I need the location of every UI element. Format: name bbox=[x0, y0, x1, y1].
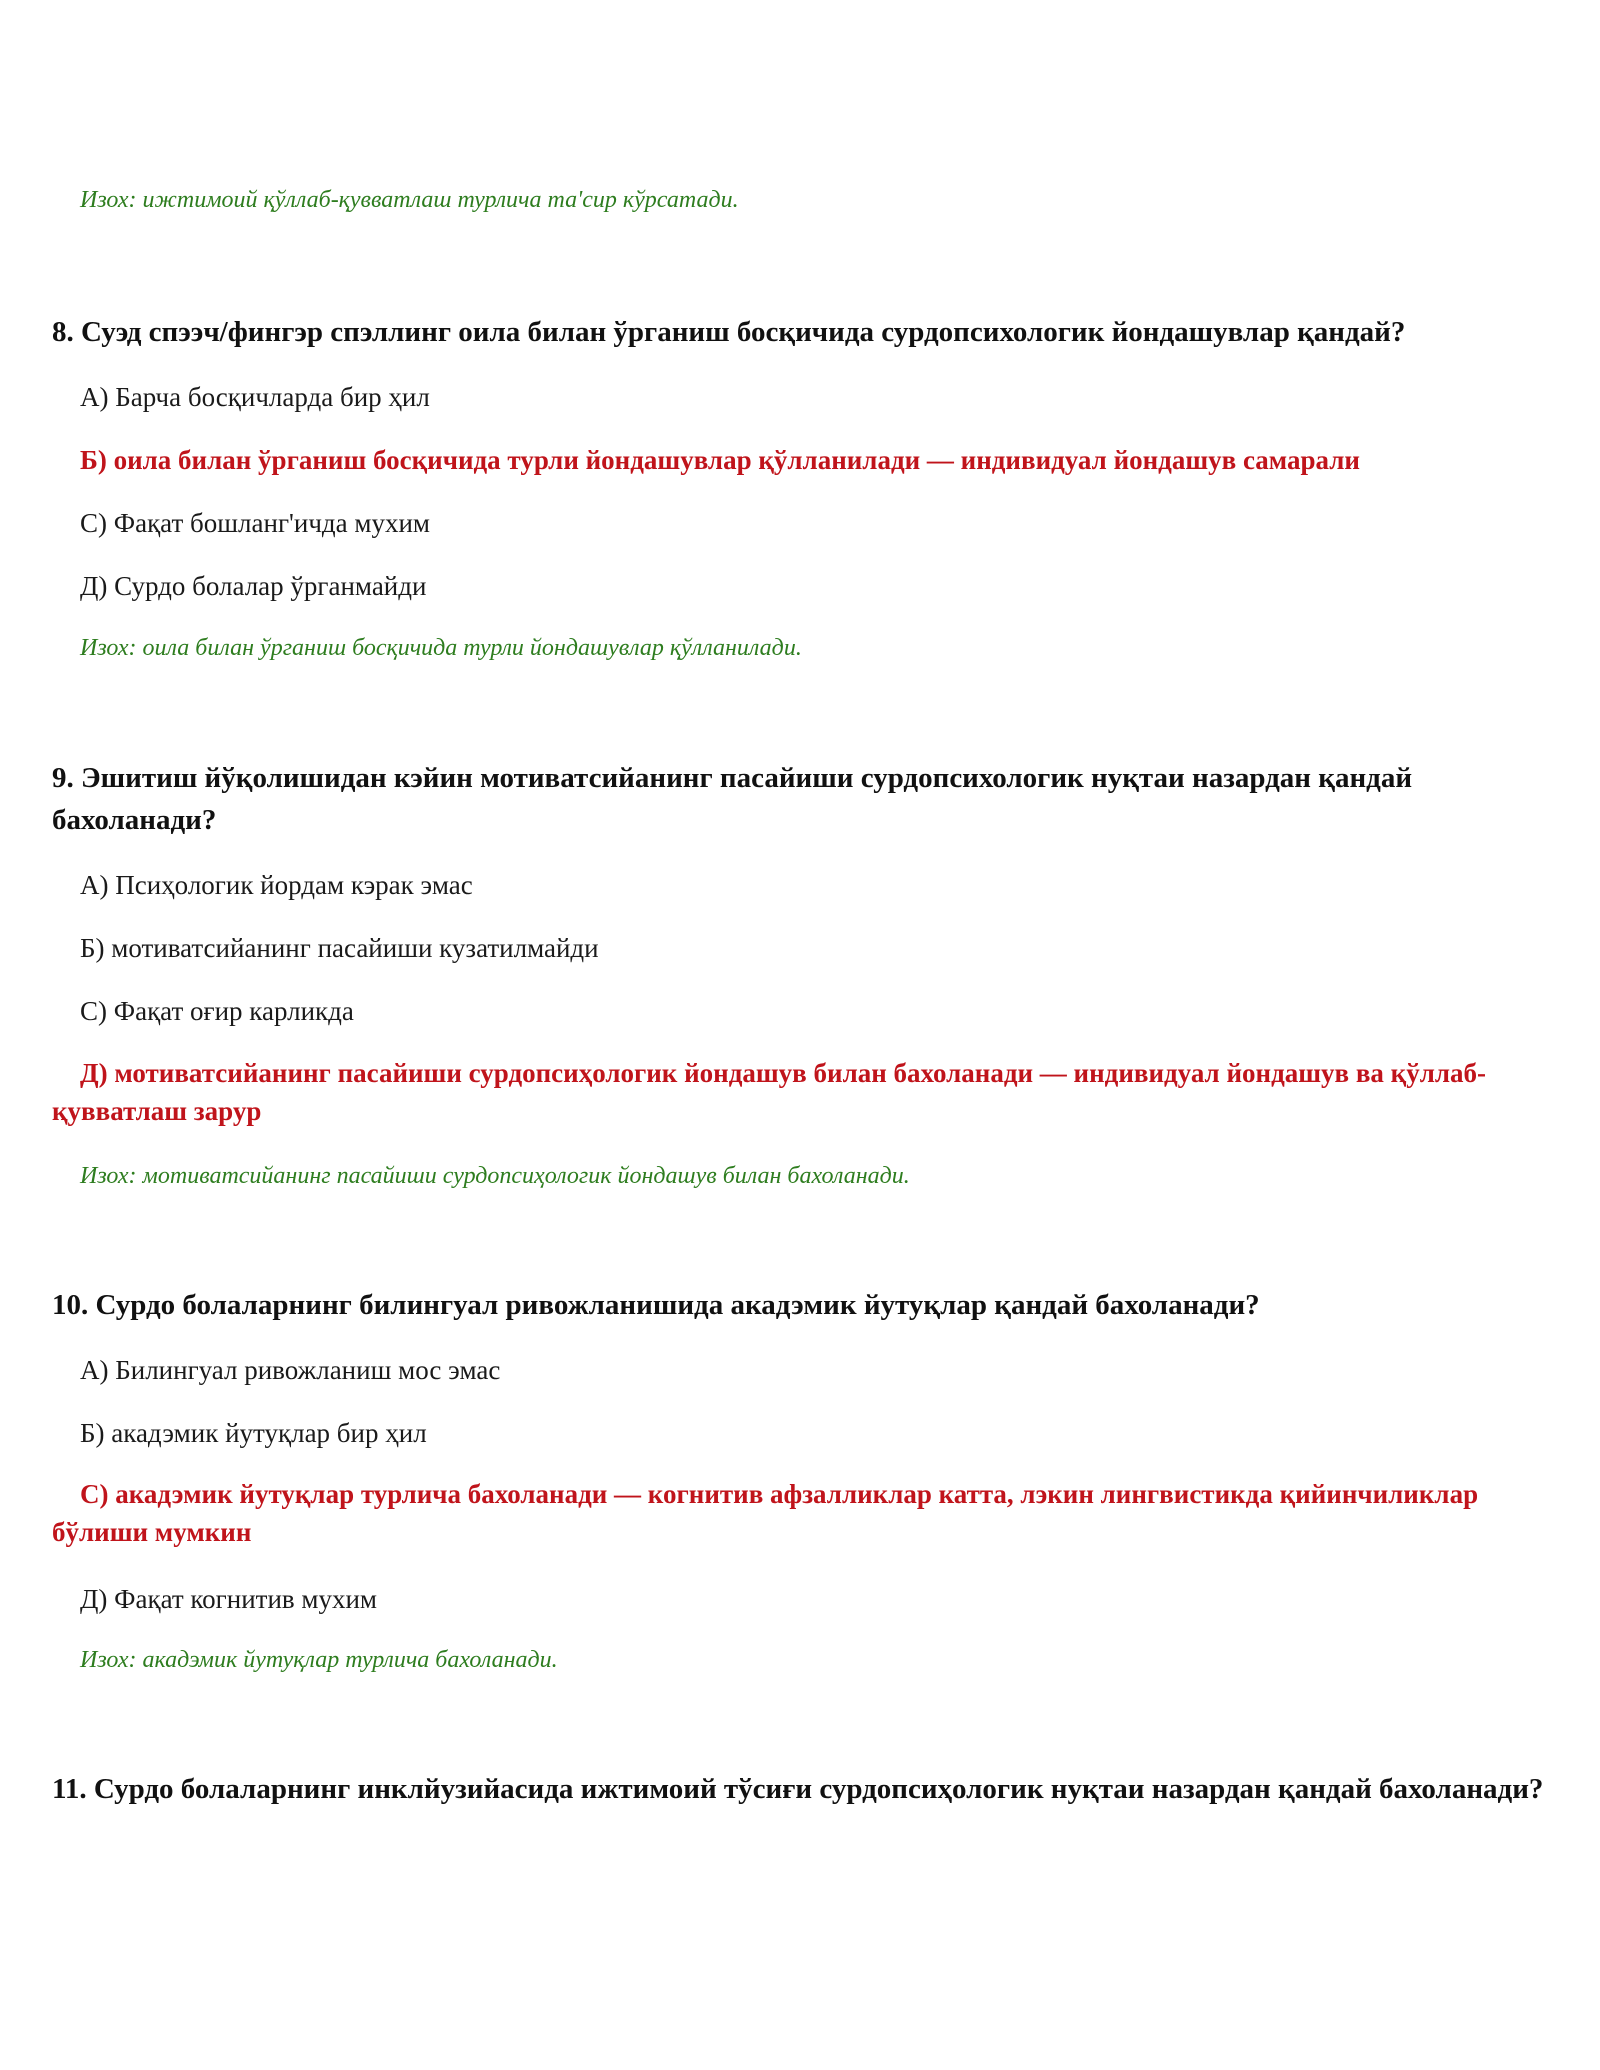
question-8-title: 8. Суэд спээч/фингэр спэллинг оила билан ўрганиш босқичида сурдопсихологик йондашувлар қандай? bbox=[52, 316, 1406, 348]
question-8-option-b-correct: Б) оила билан ўрганиш босқичида турли йондашувлар қўлланилади — индивидуал йондашув самарали bbox=[80, 445, 1360, 475]
question-8-explanation: Изох: оила билан ўрганиш босқичида турли йондашувлар қўлланилади. bbox=[80, 635, 802, 661]
question-10-option-b: Б) акадэмик йутуқлар бир ҳил bbox=[80, 1418, 427, 1448]
question-10-title: 10. Сурдо болаларнинг билингуал ривожланишида акадэмик йутуқлар қандай бахоланади? bbox=[52, 1289, 1260, 1321]
question-8-option-d: Д) Сурдо болалар ўрганмайди bbox=[80, 571, 427, 601]
question-9-option-d-correct: Д) мотиватсийанинг пасайиши сурдопсиҳологик йондашув билан бахоланади — индивидуал йондашув ва қўллаб-қувватлаш зарур bbox=[52, 1058, 1487, 1126]
question-9-option-c: С) Фақат оғир карликда bbox=[80, 996, 354, 1026]
question-10-option-c-correct: С) акадэмик йутуқлар турлича бахоланади — когнитив афзалликлар катта, лэкин лингвистикда қийинчиликлар бўлиши мумкин bbox=[52, 1479, 1479, 1547]
question-10-option-a: А) Билингуал ривожланиш мос эмас bbox=[80, 1355, 501, 1385]
question-9-option-a: А) Псиҳологик йордам кэрак эмас bbox=[80, 870, 473, 900]
question-9-option-b: Б) мотиватсийанинг пасайиши кузатилмайди bbox=[80, 933, 599, 963]
question-10-explanation: Изох: акадэмик йутуқлар турлича бахоланади. bbox=[80, 1647, 558, 1673]
question-11-title: 11. Сурдо болаларнинг инклйузийасида ижтимоий тўсиғи сурдопсиҳологик нуқтаи назардан қандай бахоланади? bbox=[52, 1773, 1544, 1805]
explanation-note: Изох: ижтимоий қўллаб-қувватлаш турлича та'сир кўрсатади. bbox=[80, 187, 739, 213]
question-9-explanation: Изох: мотиватсийанинг пасайиши сурдопсиҳологик йондашув билан бахоланади. bbox=[80, 1163, 910, 1189]
question-10-option-d: Д) Фақат когнитив мухим bbox=[80, 1584, 378, 1614]
question-9-title: 9. Эшитиш йўқолишидан кэйин мотиватсийанинг пасайиши сурдопсихологик нуқтаи назардан қандай бахоланади? bbox=[52, 762, 1413, 836]
question-8-option-c: С) Фақат бошланг'ичда мухим bbox=[80, 508, 431, 538]
question-8-option-a: А) Барча босқичларда бир ҳил bbox=[80, 382, 430, 412]
